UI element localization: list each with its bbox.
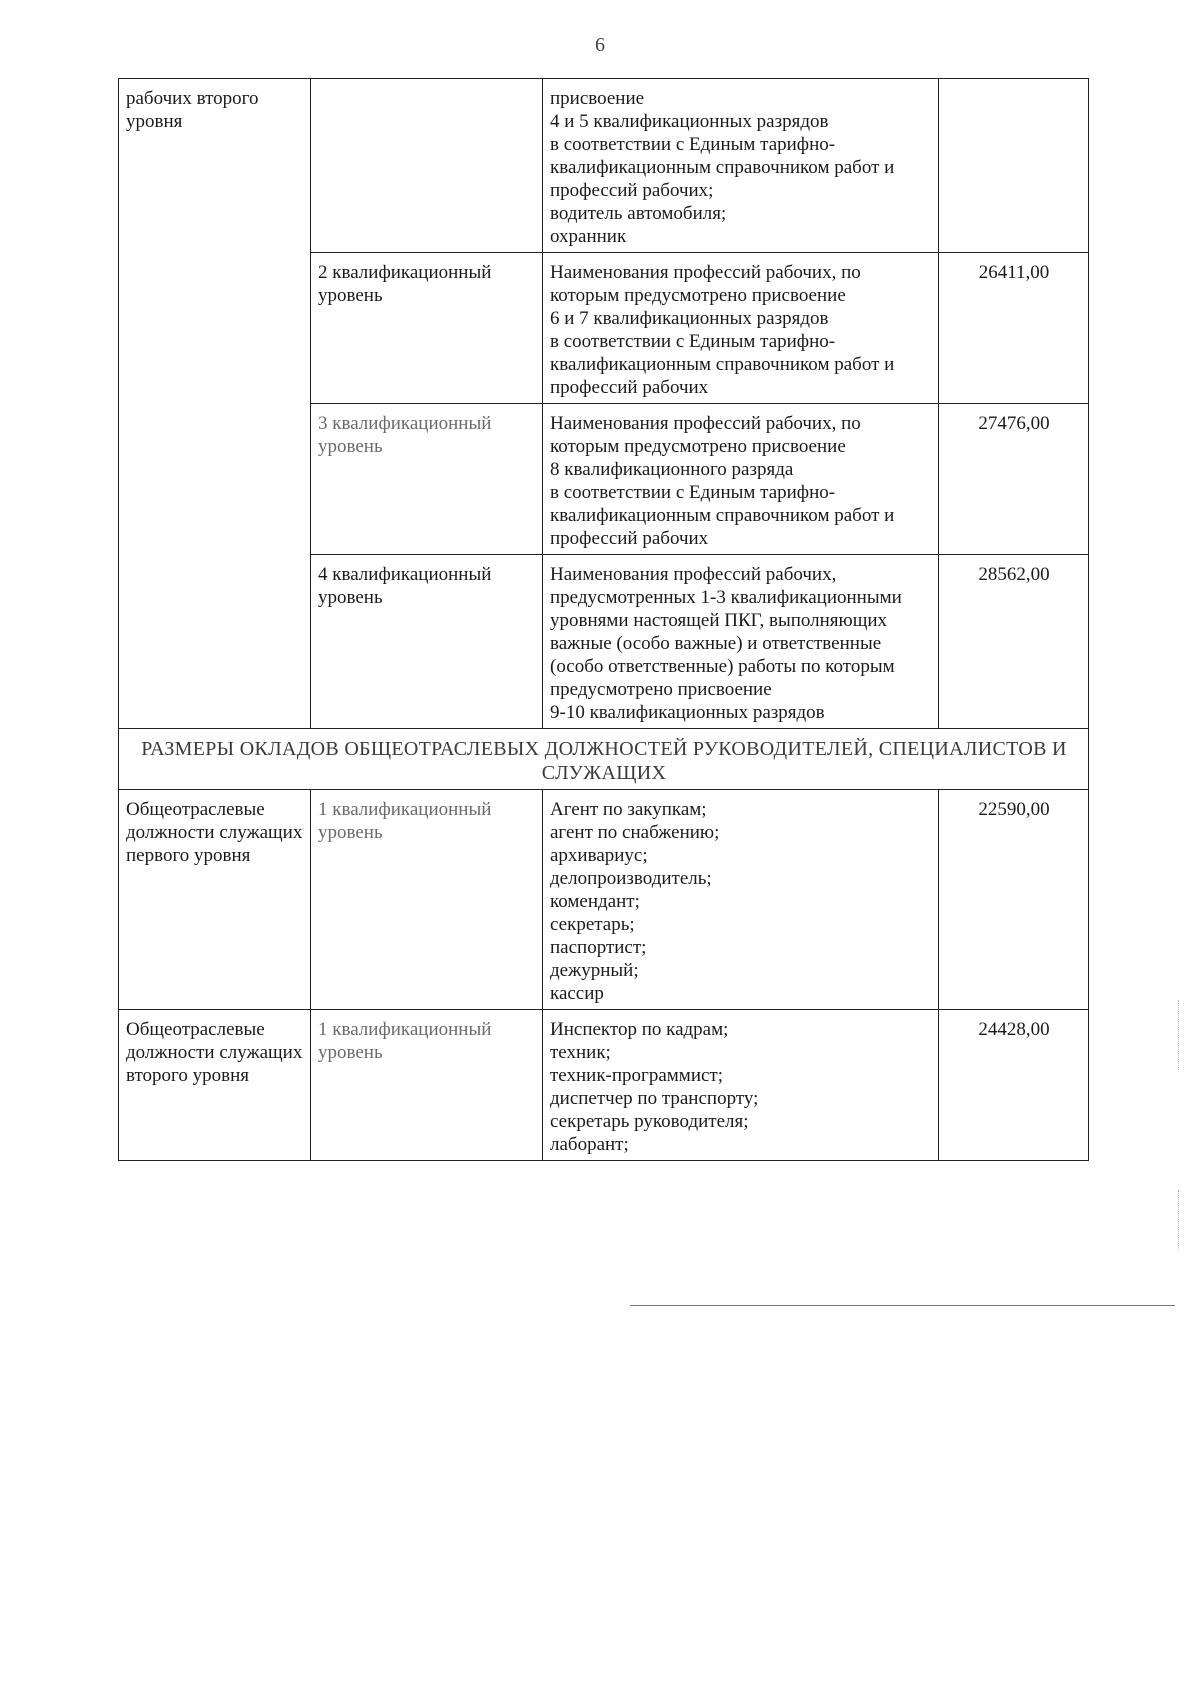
salary-table [118,78,1089,1161]
positions-cell: Агент по закупкам; агент по снабжению; архивариус; делопроизводитель; комендант; секретарь; паспортист; дежурный; кассир [543,790,939,1010]
salary-cell: 24428,00 [939,1010,1089,1161]
table-row [119,1010,1089,1161]
table-row [119,79,1089,253]
positions-cell: Наименования профессий рабочих, по которым предусмотрено присвоение 6 и 7 квалификационных разрядов в соответствии с Единым тарифно-квалификационным справочником работ и профессий рабочих [543,253,939,404]
level-cell: 1 квалификационный уровень [311,1010,543,1161]
positions-cell: Инспектор по кадрам; техник; техник-программист; диспетчер по транспорту; секретарь руководителя; лаборант; [543,1010,939,1161]
group-cell: Общеотраслевые должности служащих второго уровня [119,1010,311,1161]
salary-cell [939,79,1089,253]
positions-cell: присвоение 4 и 5 квалификационных разрядов в соответствии с Единым тарифно-квалификационным справочником работ и профессий рабочих; водитель автомобиля; охранник [543,79,939,253]
group-cell: Общеотраслевые должности служащих первого уровня [119,790,311,1010]
group-cell: рабочих второго уровня [119,79,311,729]
level-cell: 4 квалификационный уровень [311,555,543,729]
section-heading-row [119,729,1089,790]
level-cell: 3 квалификационный уровень [311,404,543,555]
salary-cell: 26411,00 [939,253,1089,404]
table-row [119,790,1089,1010]
scan-edge-mark [1178,1190,1180,1250]
bottom-rule-line [630,1305,1175,1306]
level-cell [311,79,543,253]
salary-cell: 27476,00 [939,404,1089,555]
section-heading: РАЗМЕРЫ ОКЛАДОВ ОБЩЕОТРАСЛЕВЫХ ДОЛЖНОСТЕЙ РУКОВОДИТЕЛЕЙ, СПЕЦИАЛИСТОВ И СЛУЖАЩИХ [119,729,1089,790]
salary-cell: 22590,00 [939,790,1089,1010]
positions-cell: Наименования профессий рабочих, предусмотренных 1-3 квалификационными уровнями настоящей ПКГ, выполняющих важные (особо важные) и ответственные (особо ответственные) работы по которым предусмотрено присвоение 9-10 квалификационных разрядов [543,555,939,729]
salary-cell: 28562,00 [939,555,1089,729]
positions-cell: Наименования профессий рабочих, по которым предусмотрено присвоение 8 квалификационного разряда в соответствии с Единым тарифно-квалификационным справочником работ и профессий рабочих [543,404,939,555]
level-cell: 2 квалификационный уровень [311,253,543,404]
level-cell: 1 квалификационный уровень [311,790,543,1010]
page-number: 6 [595,34,605,56]
scan-edge-mark [1178,1000,1180,1070]
